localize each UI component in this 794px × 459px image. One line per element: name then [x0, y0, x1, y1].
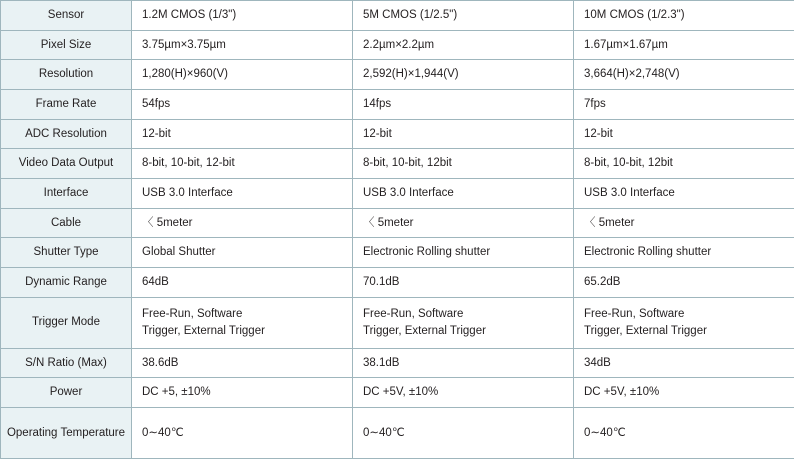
- row-value-col1: 1,280(H)×960(V): [132, 60, 353, 90]
- row-value-col1: [132, 297, 353, 348]
- row-value-col1: 38.6dB: [132, 348, 353, 378]
- row-value-col3: 1.67µm×1.67µm: [574, 30, 794, 60]
- table-row: [1, 30, 794, 60]
- row-value-col2: 〈 5meter: [353, 208, 574, 238]
- row-value-col3: Electronic Rolling shutter: [574, 238, 794, 268]
- row-value-col2: 0∼40℃: [353, 408, 574, 459]
- row-value-col2: 38.1dB: [353, 348, 574, 378]
- row-value-col1: 54fps: [132, 90, 353, 120]
- row-value-col2: USB 3.0 Interface: [353, 179, 574, 209]
- row-value-col2: 8-bit, 10-bit, 12bit: [353, 149, 574, 179]
- table-row: [1, 208, 794, 238]
- row-label: Cable: [1, 208, 132, 238]
- table-row: [1, 119, 794, 149]
- specifications-table-body: [1, 1, 794, 459]
- table-row: [1, 408, 794, 459]
- row-label: Resolution: [1, 60, 132, 90]
- row-value-col3: 10M CMOS (1/2.3"): [574, 1, 794, 31]
- row-value-line: Free-Run, Software: [142, 306, 342, 323]
- row-label: Dynamic Range: [1, 268, 132, 298]
- row-label: Power: [1, 378, 132, 408]
- row-value-col1: 3.75µm×3.75µm: [132, 30, 353, 60]
- row-value-col2: 14fps: [353, 90, 574, 120]
- table-row: [1, 179, 794, 209]
- table-row: [1, 149, 794, 179]
- row-value-col3: 34dB: [574, 348, 794, 378]
- table-row: [1, 348, 794, 378]
- row-label: [1, 408, 132, 459]
- table-row: [1, 378, 794, 408]
- row-value-col1: DC +5, ±10%: [132, 378, 353, 408]
- row-value-col1: 64dB: [132, 268, 353, 298]
- row-value-col1: 1.2M CMOS (1/3"): [132, 1, 353, 31]
- row-label: Shutter Type: [1, 238, 132, 268]
- row-value-col3: 7fps: [574, 90, 794, 120]
- row-label: Interface: [1, 179, 132, 209]
- row-label-line: Temperature: [60, 427, 125, 439]
- row-value-col2: Electronic Rolling shutter: [353, 238, 574, 268]
- row-value-col3: 0∼40℃: [574, 408, 794, 459]
- row-value-col1: 12-bit: [132, 119, 353, 149]
- row-value-col2: 2.2µm×2.2µm: [353, 30, 574, 60]
- row-value-col3: 65.2dB: [574, 268, 794, 298]
- row-value-col3: 〈 5meter: [574, 208, 794, 238]
- row-label: Trigger Mode: [1, 297, 132, 348]
- row-value-col3: DC +5V, ±10%: [574, 378, 794, 408]
- table-row: [1, 90, 794, 120]
- row-value-line: Trigger, External Trigger: [142, 323, 342, 340]
- row-label: S/N Ratio (Max): [1, 348, 132, 378]
- row-label: ADC Resolution: [1, 119, 132, 149]
- row-value-col1: Global Shutter: [132, 238, 353, 268]
- row-value-line: Free-Run, Software: [363, 306, 563, 323]
- row-value-col3: 3,664(H)×2,748(V): [574, 60, 794, 90]
- row-label: Sensor: [1, 1, 132, 31]
- row-value-col2: DC +5V, ±10%: [353, 378, 574, 408]
- row-value-col2: [353, 297, 574, 348]
- row-value-col2: 5M CMOS (1/2.5"): [353, 1, 574, 31]
- row-value-line: Trigger, External Trigger: [584, 323, 784, 340]
- table-row: [1, 238, 794, 268]
- table-row: [1, 268, 794, 298]
- row-value-col1: 0∼40℃: [132, 408, 353, 459]
- row-label-line: Operating: [7, 427, 58, 439]
- table-row: [1, 1, 794, 31]
- row-label: Video Data Output: [1, 149, 132, 179]
- row-value-col3: 8-bit, 10-bit, 12bit: [574, 149, 794, 179]
- row-value-line: Trigger, External Trigger: [363, 323, 563, 340]
- row-value-col1: 8-bit, 10-bit, 12-bit: [132, 149, 353, 179]
- row-value-line: Free-Run, Software: [584, 306, 784, 323]
- row-value-col2: 70.1dB: [353, 268, 574, 298]
- row-value-col1: USB 3.0 Interface: [132, 179, 353, 209]
- row-label: Pixel Size: [1, 30, 132, 60]
- row-value-col1: 〈 5meter: [132, 208, 353, 238]
- table-row: [1, 297, 794, 348]
- row-value-col3: 12-bit: [574, 119, 794, 149]
- row-value-col2: 2,592(H)×1,944(V): [353, 60, 574, 90]
- row-value-col2: 12-bit: [353, 119, 574, 149]
- row-label: Frame Rate: [1, 90, 132, 120]
- table-row: [1, 60, 794, 90]
- row-value-col3: USB 3.0 Interface: [574, 179, 794, 209]
- row-value-col3: [574, 297, 794, 348]
